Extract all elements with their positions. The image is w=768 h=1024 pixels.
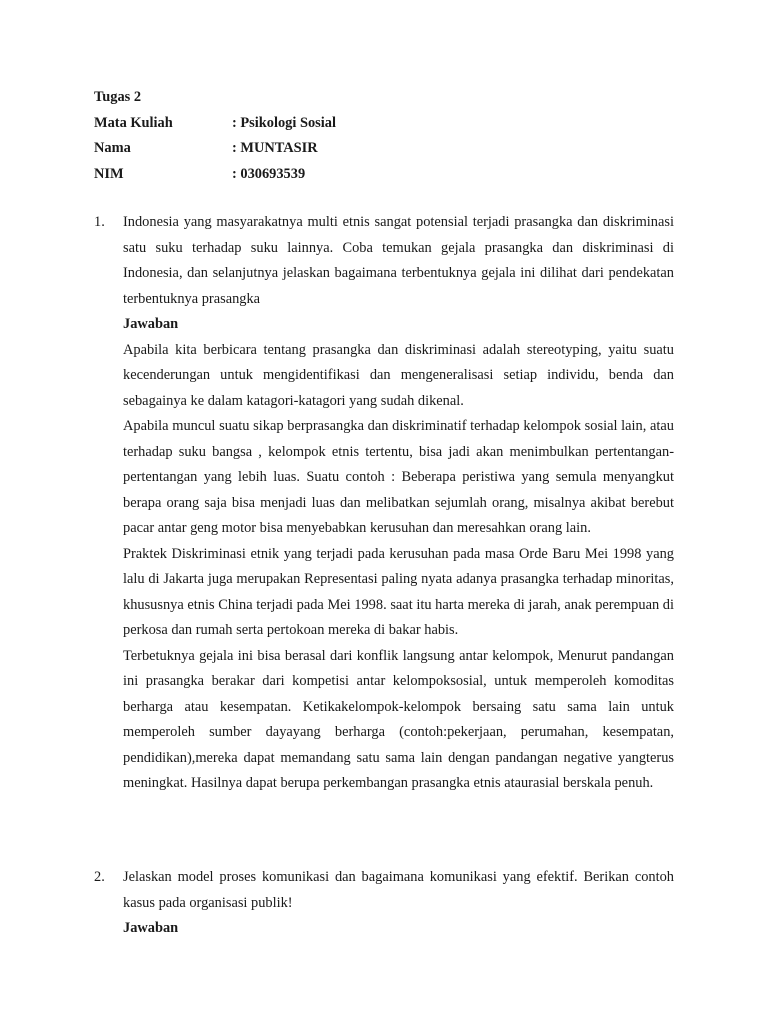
- header-row-name: [94, 138, 494, 164]
- question-number: 2.: [94, 869, 105, 885]
- answer-label: Jawaban: [123, 920, 179, 936]
- header-value-name: : MUNTASIR: [232, 140, 318, 156]
- header-label-course: Mata Kuliah: [94, 114, 173, 131]
- question-2: [94, 865, 674, 942]
- header-label-nim: NIM: [94, 165, 124, 182]
- assignment-header: [94, 87, 494, 189]
- header-label-name: Nama: [94, 140, 131, 156]
- answer-paragraph: Terbetuknya gejala ini bisa berasal dari konflik langsung antar kelompok, Menurut pandangan ini prasangka berakar dari kompetisi antar kelompoksosial, untuk memperoleh komoditas berharga atau kesempatan. Ketikakelompok-kelompok bersaing satu sama lain untuk memperoleh sumber dayayang berharga (contoh:pekerjaan, perumahan, kesempatan, pendidikan),mereka dapat memandang satu sama lain dengan pandangan negative yangterus meningkat. Hasilnya dapat berupa perkembangan prasangka etnis ataurasial berskala penuh.: [123, 647, 674, 791]
- question-text: Indonesia yang masyarakatnya multi etnis sangat potensial terjadi prasangka dan diskriminasi satu suku terhadap suku lainnya. Coba temukan gejala prasangka dan diskriminasi di Indonesia, dan selanjutnya jelaskan bagaimana terbentuknya gejala ini dilihat dari pendekatan terbentuknya prasangka: [123, 214, 674, 307]
- header-value-nim: : 030693539: [232, 165, 306, 182]
- answer-paragraph: Praktek Diskriminasi etnik yang terjadi pada kerusuhan pada masa Orde Baru Mei 1998 yang lalu di Jakarta juga merupakan Representasi paling nyata adanya prasangka terhadap minoritas, khususnya etnis China terjadi pada Mei 1998. saat itu harta mereka di jarah, anak perempuan di perkosa dan rumah serta pertokoan mereka di bakar habis.: [123, 545, 674, 638]
- question-body: [123, 865, 674, 942]
- question-text: Jelaskan model proses komunikasi dan bagaimana komunikasi yang efektif. Berikan contoh kasus pada organisasi publik!: [123, 869, 674, 911]
- question-body: [123, 210, 674, 797]
- header-row-course: [94, 113, 494, 139]
- answer-label: Jawaban: [123, 316, 179, 332]
- answer-paragraph: Apabila muncul suatu sikap berprasangka dan diskriminatif terhadap kelompok sosial lain, atau terhadap suku bangsa , kelompok etnis tertentu, bisa jadi akan menimbulkan pertentangan-pertentangan yang lebih luas. Suatu contoh : Beberapa peristiwa yang semula menyangkut berapa orang saja bisa menjadi luas dan melibatkan sejumlah orang, misalnya akibat berebut pacar antar geng motor bisa menyebabkan kerusuhan dan meresahkan orang lain.: [123, 418, 674, 536]
- header-value-course: : Psikologi Sosial: [232, 114, 336, 131]
- assignment-title: Tugas 2: [94, 89, 142, 105]
- question-number: 1.: [94, 214, 105, 230]
- answer-paragraph: Apabila kita berbicara tentang prasangka dan diskriminasi adalah stereotyping, yaitu suatu kecenderungan untuk mengidentifikasi dan mengeneralisasi setiap individu, benda dan sebagainya ke dalam katagori-katagori yang sudah dikenal.: [123, 341, 674, 409]
- header-row-nim: [94, 164, 494, 190]
- question-1: [94, 210, 674, 797]
